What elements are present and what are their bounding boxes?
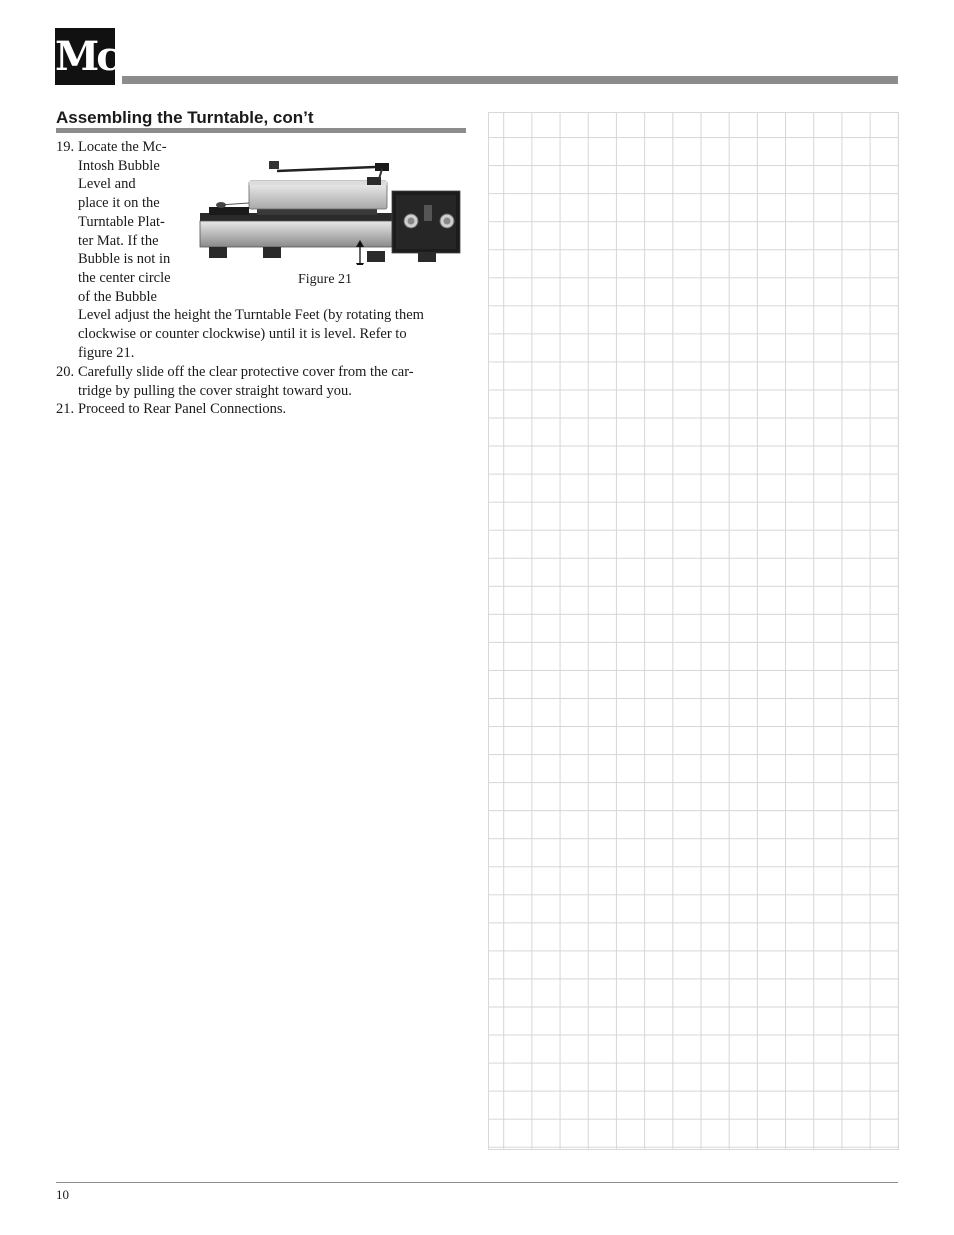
step-line: Locate the Mc-	[78, 139, 167, 155]
logo-text: Mc	[55, 33, 118, 80]
step-line: Level and	[78, 176, 136, 193]
notes-grid	[488, 112, 899, 1150]
step-line: of the Bubble	[78, 288, 157, 305]
step-line: tridge by pulling the cover straight toward you.	[78, 382, 352, 399]
section-title-rule	[56, 128, 466, 133]
step-line: ter Mat. If the	[78, 232, 159, 249]
step-line: clockwise or counter clockwise) until it is level. Refer to	[78, 326, 407, 343]
header-rule	[122, 76, 898, 84]
step-line: Carefully slide off the clear protective cover from the car-	[78, 364, 414, 380]
step-line: Level adjust the height the Turntable Feet (by rotating them	[78, 307, 424, 324]
step-20	[56, 363, 414, 400]
step-line: place it on the	[78, 195, 160, 212]
step-21	[56, 400, 286, 419]
step-line: Intosh Bubble	[78, 157, 160, 174]
step-line: figure 21.	[78, 344, 135, 361]
figure-caption: Figure 21	[298, 272, 353, 287]
step-line: Proceed to Rear Panel Connections.	[78, 401, 287, 417]
mcintosh-logo	[55, 28, 118, 85]
footer-rule	[56, 1182, 898, 1183]
step-number: 19.	[56, 139, 75, 155]
section-title: Assembling the Turntable, con’t	[56, 108, 314, 127]
step-line: Turntable Plat-	[78, 213, 165, 230]
step-line: the center circle	[78, 269, 171, 286]
step-number: 21.	[56, 401, 75, 417]
turntable-illustration	[197, 155, 467, 265]
step-number: 20.	[56, 364, 75, 380]
page-number: 10	[56, 1187, 69, 1202]
step-line: Bubble is not in	[78, 251, 171, 268]
